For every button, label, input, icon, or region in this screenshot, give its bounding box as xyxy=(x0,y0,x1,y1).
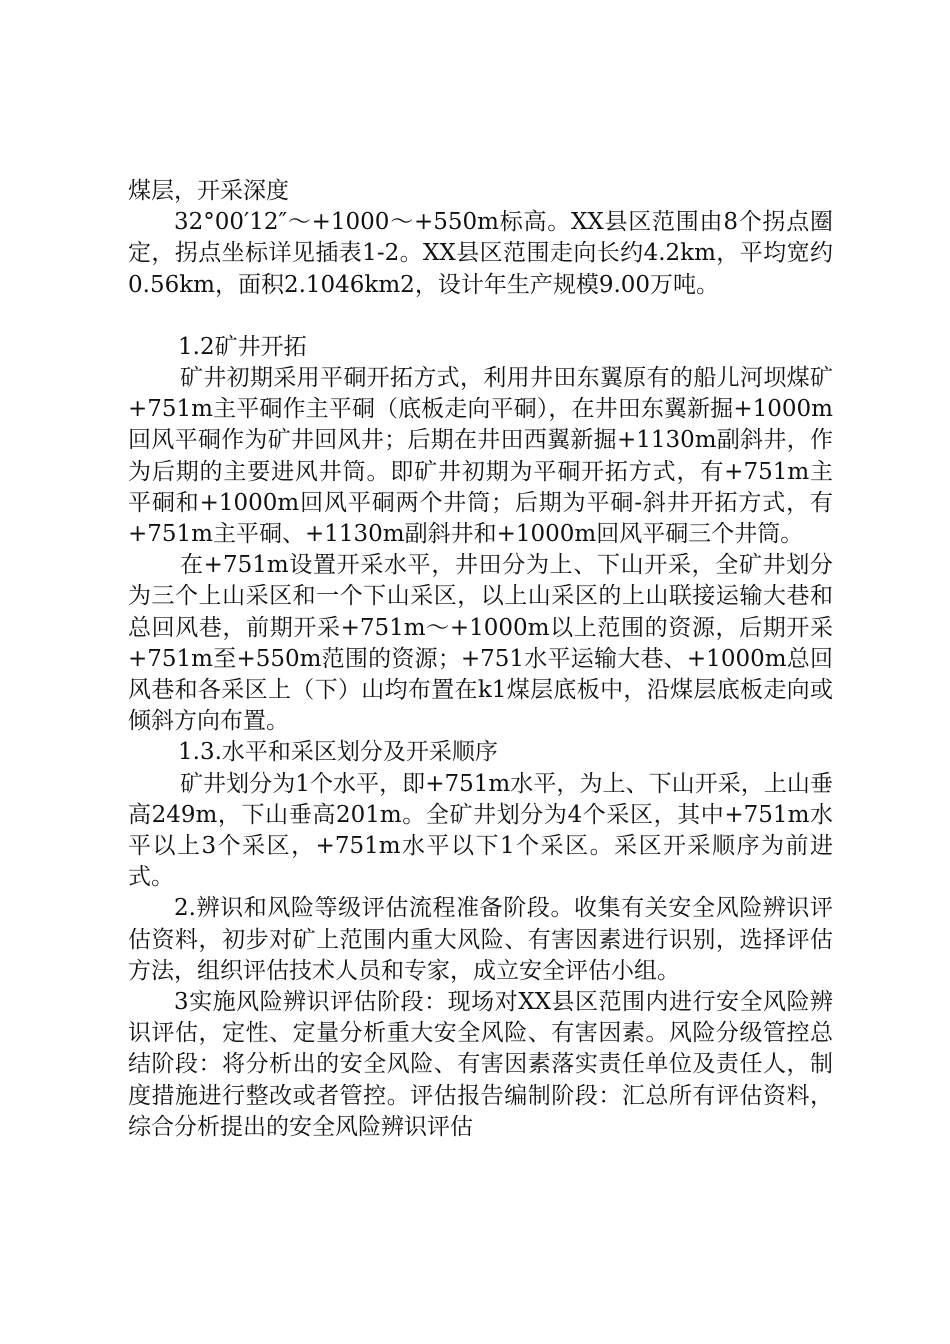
paragraph-mining-area-scope: 32°00′12″～+1000～+550m标高。XX县区范围由8个拐点圈定，拐点坐标详见插表1-2。XX县区范围走向长约4.2km，平均宽约0.56km，面积2.1046km2，设计年生产规模9.00万吨。 xyxy=(128,209,833,298)
paragraph-implementation-stage: 3实施风险辨识评估阶段：现场对XX县区范围内进行安全风险辨识评估，定性、定量分析重大安全风险、有害因素。风险分级管控总结阶段：将分析出的安全风险、有害因素落实责任单位及责任人，制度措施进行整改或者管控。评估报告编制阶段：汇总所有评估资料，综合分析提出的安全风险辨识评估 xyxy=(128,989,833,1140)
paragraph-mine-development: 矿井初期采用平硐开拓方式，利用井田东翼原有的船儿河坝煤矿+751m主平硐作主平硐（底板走向平硐），在井田东翼新掘+1000m回风平硐作为矿井回风井；后期在井田西翼新掘+1130m副斜井，作为后期的主要进风井筒。即矿井初期为平硐开拓方式，有+751m主平硐和+1000m回风平硐两个井筒；后期为平硐-斜井开拓方式，有+751m主平硐、+1130m副斜井和+1000m回风平硐三个井筒。 xyxy=(128,365,833,548)
paragraph-spacer xyxy=(128,301,833,332)
paragraph-level-division: 矿井划分为1个水平，即+751m水平，为上、下山开采，上山垂高249m，下山垂高201m。全矿井划分为4个采区，其中+751m水平以上3个采区，+751m水平以下1个采区。采区开采顺序为前进式。 xyxy=(128,770,833,891)
section-heading-mine-development: 1.2矿井开拓 xyxy=(178,333,307,360)
paragraph-coal-seam-depth: 煤层，开采深度 xyxy=(128,178,289,204)
paragraph-preparation-stage: 2.辨识和风险等级评估流程准备阶段。收集有关安全风险辨识评估资料，初步对矿上范围内重大风险、有害因素进行识别，选择评估方法，组织评估技术人员和专家，成立安全评估小组。 xyxy=(128,895,833,984)
document-body xyxy=(128,176,833,1143)
section-heading-level-division: 1.3.水平和采区划分及开采顺序 xyxy=(178,739,498,766)
paragraph-mining-level-setup: 在+751m设置开采水平，井田分为上、下山开采，全矿井划分为三个上山采区和一个下山采区，以上山采区的上山联接运输大巷和总回风巷，前期开采+751m～+1000m以上范围的资源，后期开采+751m至+550m范围的资源；+751水平运输大巷、+1000m总回风巷和各采区上（下）山均布置在k1煤层底板中，沿煤层底板走向或倾斜方向布置。 xyxy=(128,552,833,735)
